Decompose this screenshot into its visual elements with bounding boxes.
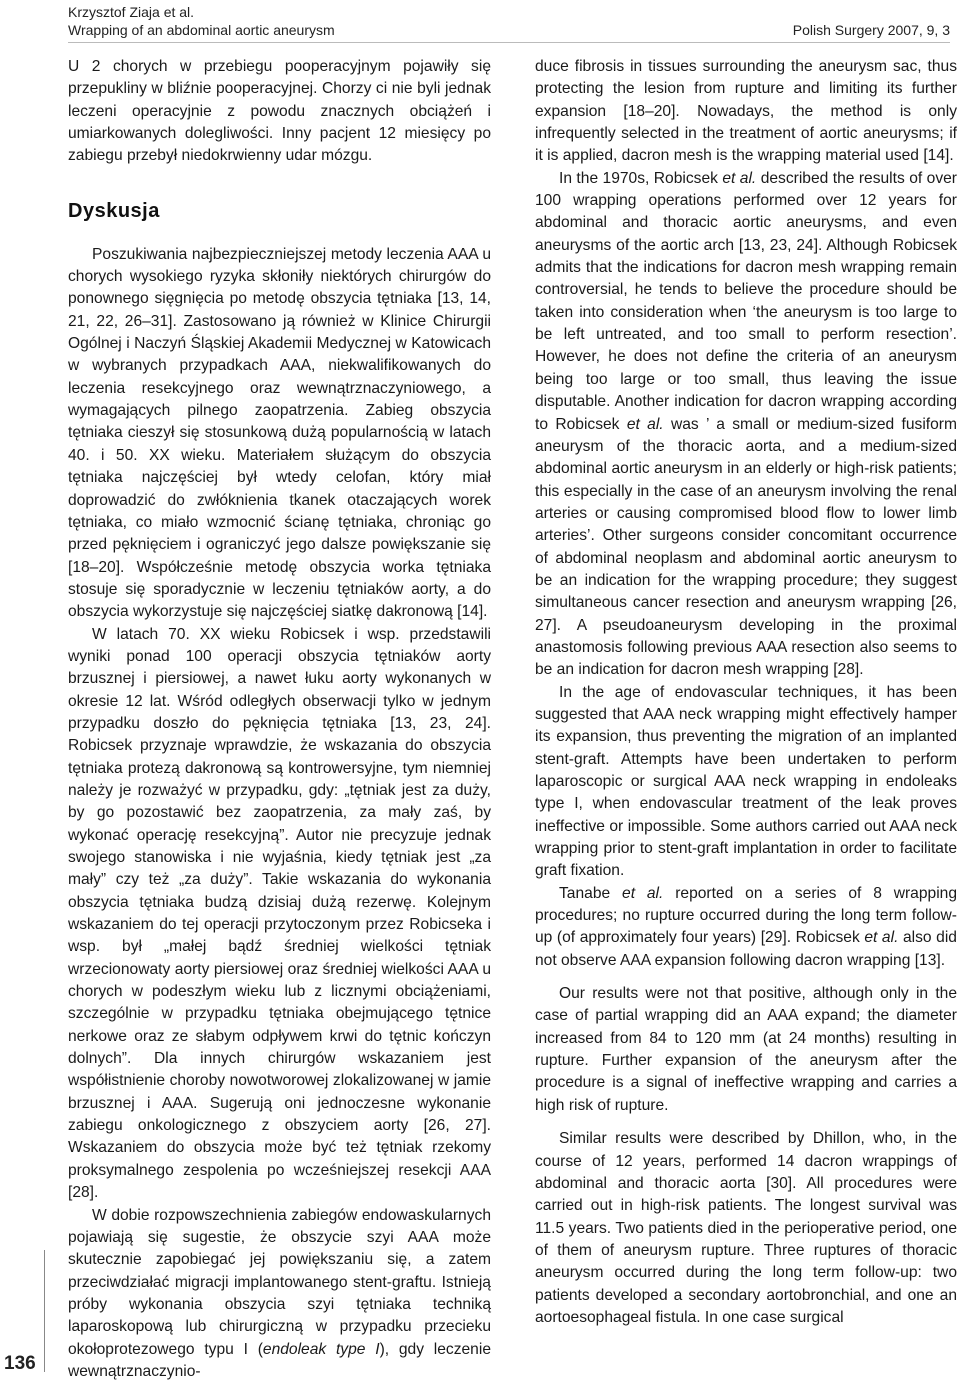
body-text: reported on a series of 8 wrapping procedures; no rupture occurred during the long term follow-up (of approximately four years) [29]. Robicsek <box>535 885 957 947</box>
body-paragraph: W latach 70. XX wieku Robicsek i wsp. przedstawili wyniki ponad 100 operacji obszycia tętniaków aorty brzusznej i piersiowej, a nawet łuku aorty wykonanych w okresie 12 lat. Wśród odległych obserwacji tylko w jednym przypadku doszło do pęknięcia tętniaka [13, 23, 24]. Robicsek przyznaje wprawdzie, że wskazania do obszycia tętniaka protezą dakronową są kontrowersyjne, tym niemniej należy je rozważyć w przypadku, gdy: „tętniak jest za duży, by go pozostawić bez zaopatrzenia, za mały zaś, by wykonać operację resekcyjną”. Autor nie precyzuje jednak swojego stanowiska i nie wyjaśnia, kiedy tętniak jest „za mały” czy też „za duży”. Takie wskazania do wykonania obszycia tętniaka budzą dzisiaj dużą rezerwę. Kolejnym wskazaniem do tej operacji przytoczonym przez Robicseka i wsp. był „małej bądź średniej wielkości tętniak wrzecionowaty aorty piersiowej oraz średniej wielkości AAA u chorych w podeszłym wieku lub z licznymi obciążeniami, szczególnie w przypadku tętniaka obejmującego tętnice nerkowe oraz ze słabym odpływem krwi do tętnic kończyn dolnych”. Dla innych chirurgów wskazaniem jest współistnienie choroby nowotworowej zlokalizowanej w jamie brzusznej i AAA. Sugerują oni jednoczesne wykonanie zabiegu onkologicznego z obszyciem aorty [26, 27]. Wskazaniem do obszycia może być też tętniak rzekomy proksymalnego zespolenia po wcześniejszej resekcji AAA [28]. <box>68 624 491 1205</box>
et-al: et al. <box>722 170 756 187</box>
running-header <box>0 0 960 44</box>
body-paragraph <box>68 1205 491 1383</box>
body-text: Tanabe <box>559 885 622 902</box>
body-text: was ’ a small or medium-sized fusiform aneurysm of the thoracic aorta, and a medium-sized abdominal aortic aneurysm in an elderly or high-risk patients; this especially in the case of an aneurysm involving the renal arteries or causing compromised blood flow to lower limb arteries’. Other surgeons consider concomitant occurrence of abdominal neoplasm and abdominal aortic aneurysm to be an indication for the wrapping procedure; they suggest simultaneous cancer resection and aneurysm wrapping [26, 27]. A pseudoaneurysm developing in the proximal anastomosis following previous AAA resection also seems to be an indication for dacron mesh wrapping [28]. <box>535 416 957 679</box>
header-journal: Polish Surgery 2007, 9, 3 <box>793 22 950 38</box>
section-heading: Dyskusja <box>68 198 491 224</box>
body-paragraph <box>535 883 957 972</box>
body-paragraph: Our results were not that positive, although only in the case of partial wrapping did an AAA expand; the diameter increased from 84 to 120 mm (at 24 months) resulting in rupture. Further expansion of the aneurysm after the procedure is a signal of ineffective wrapping and carries a high risk of rupture. <box>535 983 957 1117</box>
left-column <box>68 56 491 1383</box>
body-paragraph: Similar results were described by Dhillon, who, in the course of 12 years, performed 14 dacron wrappings of abdominal and thoracic aorta [30]. All procedures were carried out in high-risk patients. The longest survival was 11.5 years. Two patients died in the perioperative period, one of them of aneurysm rupture. Three ruptures of thoracic aneurysm occurred during the long term follow-up: two patients developed a secondary aortobronchial, and one an aortoesophageal fistula. In one case surgical <box>535 1128 957 1329</box>
body-paragraph <box>535 168 957 682</box>
body-text: also did not observe AAA expansion following dacron wrapping [13]. <box>535 929 957 968</box>
page-number: 136 <box>4 1353 36 1375</box>
et-al: et al. <box>622 885 663 902</box>
intro-paragraph: U 2 chorych w przebiegu pooperacyjnym pojawiły się przepukliny w bliźnie pooperacyjnej. Chorzy ci nie byli jednak leczeni operacyjnie z powodu znacznych obciążeń i umiarkowanych dolegliwości. Inny pacjent 12 miesięcy po zabiegu przebył niedokrwienny udar mózgu. <box>68 56 491 168</box>
et-al: et al. <box>627 416 664 433</box>
body-text: In the 1970s, Robicsek <box>559 170 722 187</box>
body-text: described the results of over 100 wrapping operations performed over 12 years for abdominal and thoracic aortic aneurysms, and even aneurysms of the aortic arch [13, 23, 24]. Although Robicsek admits that the indications for dacron mesh wrapping remain controversial, he tends to believe the procedure should be taken into consideration when ‘the aneurysm is too large to be left untreated, and too small to perform resection’. However, he does not define the criteria of an aneurysm being too large or too small, thus leaving the issue disputable. Another indication for dacron wrapping according to Robicsek <box>535 170 957 433</box>
body-paragraph: duce fibrosis in tissues surrounding the aneurysm sac, thus protecting the lesion from rupture and limiting its further expansion [18–20]. Nowadays, the method is only infrequently selected in the treatment of aortic aneurysms; if it is applied, dacron mesh is the wrapping material used [14]. <box>535 56 957 168</box>
paragraph-gap <box>535 1117 957 1128</box>
body-paragraph: Poszukiwania najbezpieczniejszej metody leczenia AAA u chorych wysokiego ryzyka skłoniły niektórych chirurgów do ponownego sięgnięcia po metodę obszycia tętniaka [13, 14, 21, 22, 26–31]. Zastosowano ją również w Klinice Chirurgii Ogólnej i Naczyń Śląskiej Akademii Medycznej w Katowicach w wybranych przypadkach AAA, niekwalifikowanych do leczenia resekcyjnego oraz wewnątrznaczyniowego, a wymagających pilnego zaopatrzenia. Zabieg obszycia tętniaka cieszył się stosunkową dużą popularnością w latach 40. i 50. XX wieku. Materiałem służącym do obszycia tętniaka najczęściej był wtedy celofan, który miał doprowadzić do zwłóknienia tkanek otaczających worek tętniaka, co miało wzmocnić ścianę tętniaka, chroniąc go przed pęknięciem i ograniczyć jego dalsze powiększanie się [18–20]. Współcześnie metodę obszycia worka tętniaka stosuje się sporadycznie w leczeniu tętniaków aorty, a do obszycia wykorzystuje się najczęściej siatkę dakronową [14]. <box>68 244 491 624</box>
page-number-rule <box>44 1250 45 1372</box>
header-author: Krzysztof Ziaja et al. <box>68 4 194 20</box>
italic-term: endoleak type I <box>263 1341 380 1358</box>
body-paragraph: In the age of endovascular techniques, it has been suggested that AAA neck wrapping might effectively hamper its expansion, thus preventing the migration of an implanted stent-graft. Attempts have been undertaken to perform laparoscopic or surgical AAA neck wrapping in endoleaks type I, when endovascular treatment of the leak proves ineffective or impossible. Some authors carried out AAA neck wrapping prior to stent-graft implantation in order to facilitate graft fixation. <box>535 682 957 883</box>
et-al: et al. <box>864 929 898 946</box>
body-text: ), gdy leczenie wewnątrznaczynio- <box>68 1341 491 1380</box>
right-column <box>535 56 957 1329</box>
body-text: W dobie rozpowszechnienia zabiegów endowaskularnych pojawiają się sugestie, że obszycie szyi AAA może skutecznie zapobiegać jej powiększaniu się, a zatem przeciwdziałać migracji implantowanego stent-graftu. Istnieją próby wykonania obszycia szyi tętniaka techniką laparoskopową lub chirurgiczną w przypadku przecieku okołoprotezowego typu I ( <box>68 1207 491 1358</box>
header-rule <box>68 42 950 43</box>
header-title: Wrapping of an abdominal aortic aneurysm <box>68 22 335 38</box>
paragraph-gap <box>535 972 957 983</box>
